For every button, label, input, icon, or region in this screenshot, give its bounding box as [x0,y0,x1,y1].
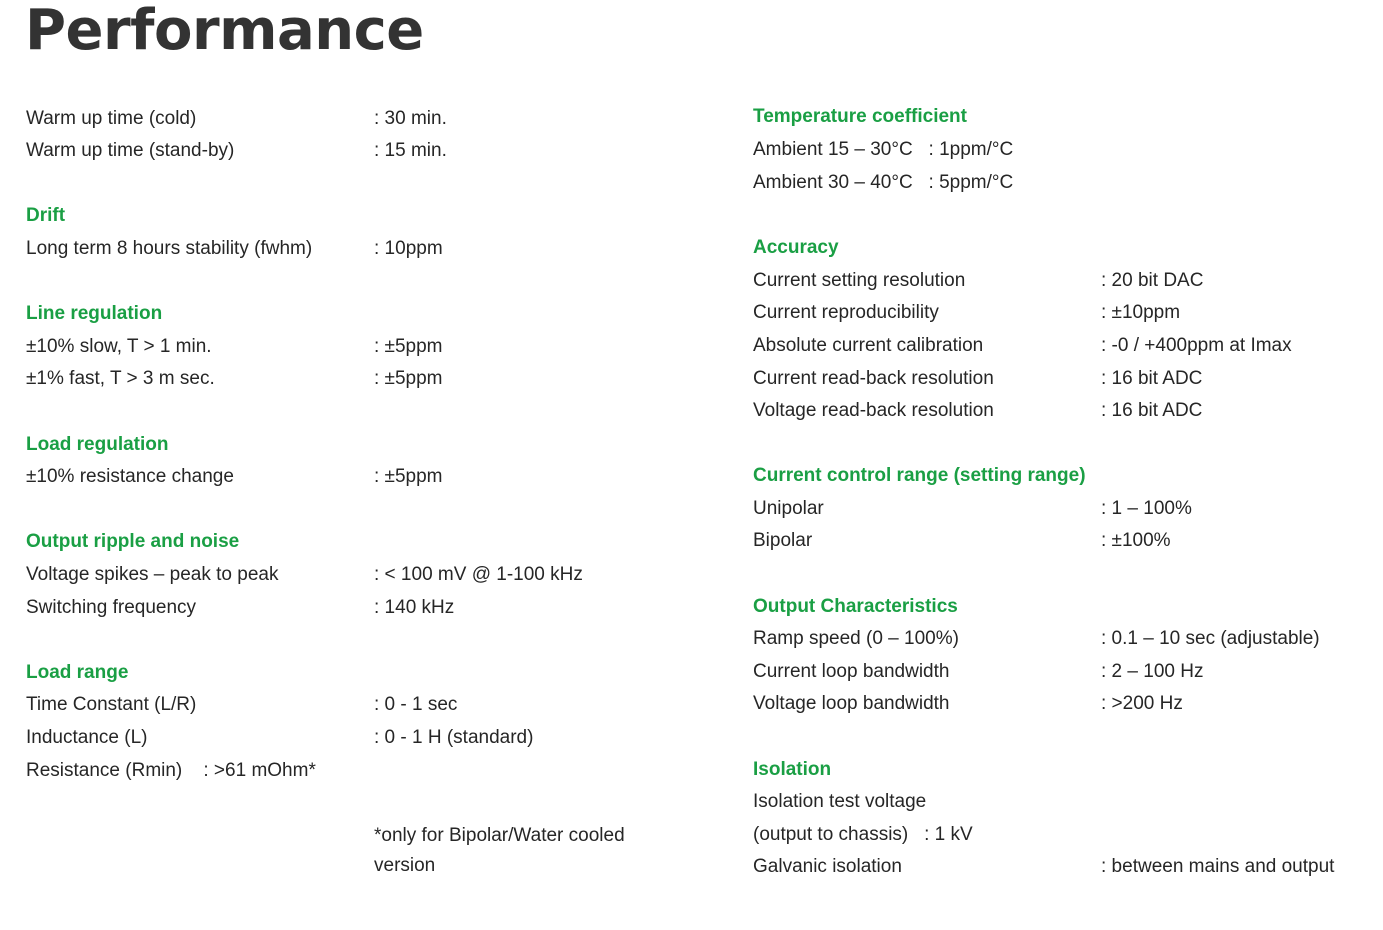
section-heading-load-range: Load range [26,662,129,683]
spec-label: Voltage spikes – peak to peak [26,564,279,585]
spec-line: Ambient 30 – 40°C : 5ppm/°C [753,172,1014,193]
spec-line: (output to chassis) : 1 kV [753,824,973,845]
spec-label: Inductance (L) [26,727,148,748]
spec-value: : -0 / +400ppm at Imax [1101,335,1292,356]
footnote-line: version [374,855,436,876]
spec-label: Current loop bandwidth [753,661,950,682]
spec-label: Ramp speed (0 – 100%) [753,628,959,649]
spec-value: : 0 - 1 H (standard) [374,727,534,748]
spec-value: : 2 – 100 Hz [1101,661,1204,682]
spec-value: : ±100% [1101,530,1171,551]
spec-value: : 0.1 – 10 sec (adjustable) [1101,628,1320,649]
page-title: Performance [25,0,424,63]
section-heading-line-regulation: Line regulation [26,303,163,324]
spec-label: Warm up time (cold) [26,108,197,129]
spec-label: Time Constant (L/R) [26,694,197,715]
section-heading-isolation: Isolation [753,759,832,780]
spec-line: Ambient 15 – 30°C : 1ppm/°C [753,139,1014,160]
spec-label: Current setting resolution [753,270,966,291]
spec-value: : 1 – 100% [1101,498,1192,519]
spec-line: Isolation test voltage [753,791,927,812]
spec-value: : >200 Hz [1101,693,1183,714]
spec-value: : ±5ppm [374,466,443,487]
spec-value: : 15 min. [374,140,447,161]
spec-value: : < 100 mV @ 1-100 kHz [374,564,583,585]
spec-value: : 20 bit DAC [1101,270,1204,291]
spec-label: Bipolar [753,530,813,551]
spec-label: ±1% fast, T > 3 m sec. [26,368,215,389]
spec-label: Current read-back resolution [753,368,994,389]
spec-label: Current reproducibility [753,302,939,323]
section-heading-drift: Drift [26,205,66,226]
spec-label: Warm up time (stand-by) [26,140,235,161]
section-heading-output-characteristics: Output Characteristics [753,596,958,617]
spec-label: ±10% resistance change [26,466,234,487]
spec-label: Galvanic isolation [753,856,902,877]
spec-label: ±10% slow, T > 1 min. [26,336,212,357]
spec-value: : between mains and output [1101,856,1335,877]
section-heading-temperature-coefficient: Temperature coefficient [753,106,967,127]
spec-line: Resistance (Rmin) : >61 mOhm* [26,760,316,781]
footnote-line: *only for Bipolar/Water cooled [374,825,625,846]
spec-value: : 0 - 1 sec [374,694,458,715]
section-heading-current-control-range-setting-range: Current control range (setting range) [753,465,1086,486]
spec-value: : 140 kHz [374,597,455,618]
spec-value: : ±10ppm [1101,302,1181,323]
spec-value: : 16 bit ADC [1101,400,1203,421]
section-heading-load-regulation: Load regulation [26,434,169,455]
spec-label: Switching frequency [26,597,197,618]
spec-label: Unipolar [753,498,824,519]
section-heading-output-ripple-and-noise: Output ripple and noise [26,531,240,552]
spec-label: Long term 8 hours stability (fwhm) [26,238,313,259]
spec-value: : ±5ppm [374,368,443,389]
section-heading-accuracy: Accuracy [753,237,839,258]
spec-label: Voltage read-back resolution [753,400,994,421]
spec-value: : 30 min. [374,108,447,129]
spec-label: Absolute current calibration [753,335,984,356]
spec-value: : 10ppm [374,238,443,259]
spec-value: : ±5ppm [374,336,443,357]
spec-label: Voltage loop bandwidth [753,693,950,714]
spec-value: : 16 bit ADC [1101,368,1203,389]
